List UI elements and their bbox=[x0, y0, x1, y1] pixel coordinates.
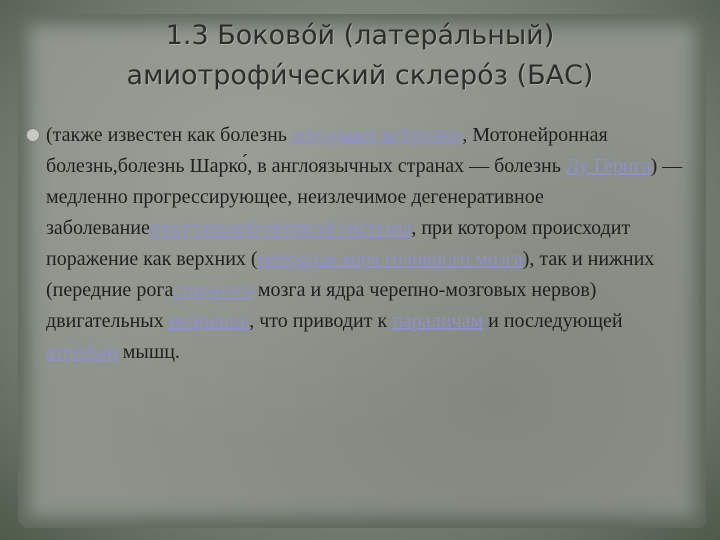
body-paragraph bbox=[46, 120, 686, 368]
hyperlink[interactable]: атрофии bbox=[46, 341, 118, 363]
paragraph-text: ) — медленно прогрессирующее, неизлечимое дегенеративное заболевание bbox=[46, 155, 683, 239]
hyperlink[interactable]: моторная кора головного мозга bbox=[257, 248, 523, 270]
paragraph-text: , что приводит к bbox=[249, 310, 393, 332]
hyperlink[interactable]: нейронов bbox=[168, 310, 250, 332]
slide-title bbox=[30, 16, 690, 96]
paragraph-text: и последующей bbox=[483, 310, 623, 332]
paragraph-text: ), так и нижних (передние рога bbox=[46, 248, 655, 301]
hyperlink[interactable]: спинного bbox=[173, 279, 253, 301]
hyperlink[interactable]: Лу Ге́рига bbox=[565, 155, 651, 177]
hyperlink[interactable]: центральной нервной системы bbox=[149, 217, 412, 239]
bullet-icon bbox=[26, 128, 40, 142]
hyperlink[interactable]: параличам bbox=[392, 310, 484, 332]
paragraph-text: (также известен как болезнь bbox=[46, 124, 292, 146]
paragraph-text: , Мотонейронная болезнь,болезнь Шарко́, в англоязычных странах — болезнь bbox=[46, 124, 608, 177]
paragraph-text: , при котором происходит поражение как верхних ( bbox=[46, 217, 631, 270]
hyperlink[interactable]: моторных нейронов bbox=[291, 124, 463, 146]
paragraph-text: мозга и ядра черепно-мозговых нервов) двигательных bbox=[46, 279, 597, 332]
paragraph-text: мышц. bbox=[117, 341, 180, 363]
title-line-1: 1.3 Боково́й (латера́льный) bbox=[165, 20, 555, 51]
title-line-2: амиотрофи́ческий склеро́з (БАС) bbox=[126, 60, 594, 91]
